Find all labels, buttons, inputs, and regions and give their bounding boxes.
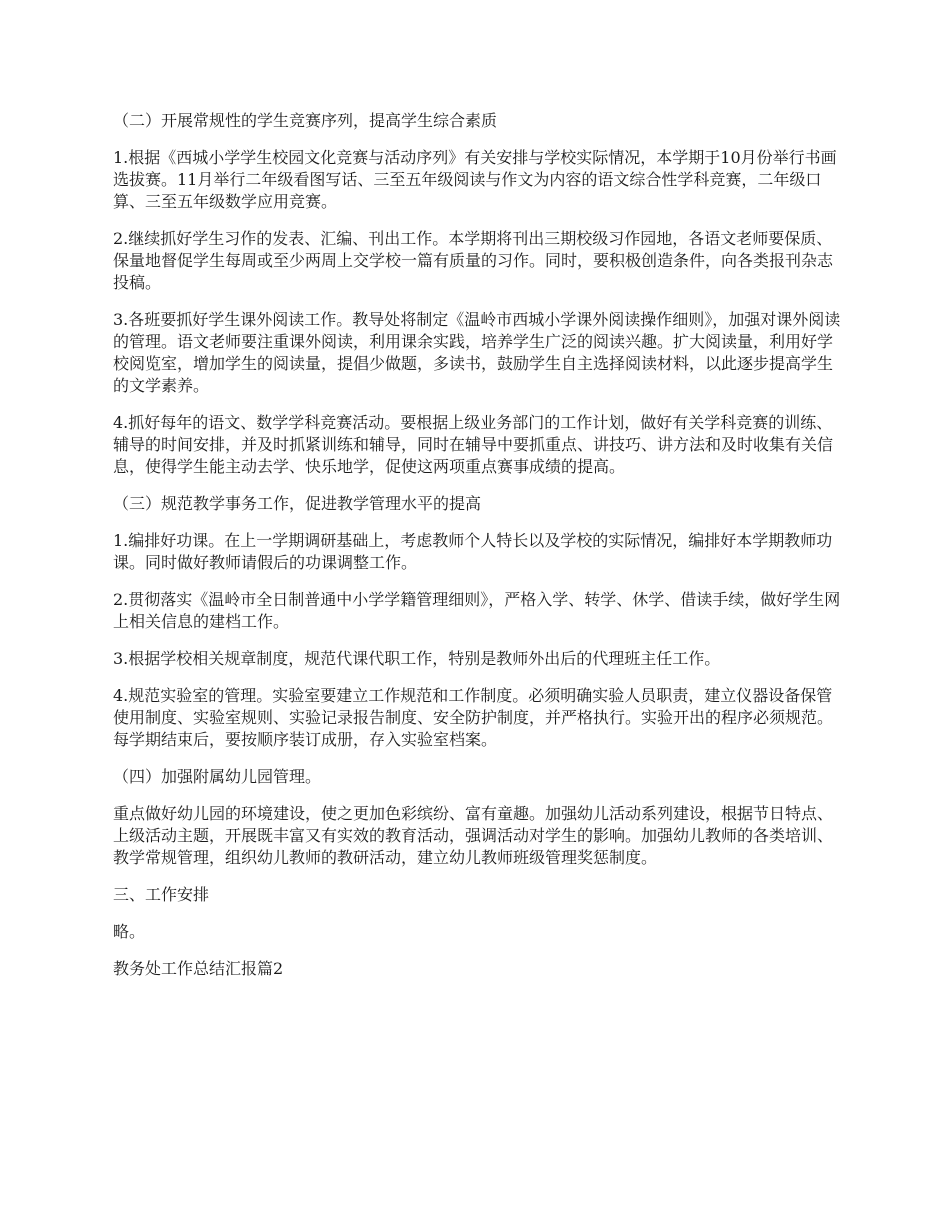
next-article-title: 教务处工作总结汇报篇2 [113,959,284,978]
paragraph-lab-management: 4.规范实验室的管理。实验室要建立工作规范和工作制度。必须明确实验人员职责，建立仪器设备保管使用制度、实验室规则、实验记录报告制度、安全防护制度，并严格执行。实验开出的程序必须规范。每学期结束后，要按顺序装订成册，存入实验室档案。 [113,686,834,749]
paragraph-competition-schedule: 1.根据《西城小学学生校园文化竞赛与活动序列》有关安排与学校实际情况，本学期于10月份举行书画选拔赛。11月举行二年级看图写话、三至五年级阅读与作文为内容的语文综合性学科竞赛，二年级口算、三至五年级数学应用竞赛。 [113,148,837,211]
paragraph-kindergarten-details: 重点做好幼儿园的环境建设，使之更加色彩缤纷、富有童趣。加强幼儿活动系列建设，根据节日特点、上级活动主题，开展既丰富又有实效的教育活动，强调活动对学生的影响。加强幼儿教师的各类培训、教学常规管理，组织幼儿教师的教研活动，建立幼儿教师班级管理奖惩制度。 [113,804,834,867]
section-heading-competitions: （二）开展常规性的学生竞赛序列，提高学生综合素质 [113,111,498,130]
paragraph-extracurricular-reading: 3.各班要抓好学生课外阅读工作。教导处将制定《温岭市西城小学课外阅读操作细则》，加强对课外阅读的管理。语文老师要注重课外阅读，利用课余实践，培养学生广泛的阅读兴趣。扩大阅读量，利用好学校阅览室，增加学生的阅读量，提倡少做题，多读书，鼓励学生自主选择阅读材料，以此逐步提高学生的文学素养。 [113,310,841,395]
section-heading-work-arrangement: 三、工作安排 [113,885,210,904]
paragraph-student-registry: 2.贯彻落实《温岭市全日制普通中小学学籍管理细则》，严格入学、转学、休学、借读手续，做好学生网上相关信息的建档工作。 [113,590,841,631]
paragraph-student-writing: 2.继续抓好学生习作的发表、汇编、刊出工作。本学期将刊出三期校级习作园地，各语文老师要保质、保量地督促学生每周或至少两周上交学校一篇有质量的习作。同时，要积极创造条件，向各类报刊杂志投稿。 [113,229,834,292]
paragraph-substitute-teaching: 3.根据学校相关规章制度，规范代课代职工作，特别是教师外出后的代理班主任工作。 [113,649,721,668]
section-heading-teaching-affairs: （三）规范教学事务工作，促进教学管理水平的提高 [113,494,482,513]
section-heading-kindergarten: （四）加强附属幼儿园管理。 [113,767,322,786]
paragraph-class-schedule: 1.编排好功课。在上一学期调研基础上，考虑教师个人特长以及学校的实际情况，编排好本学期教师功课。同时做好教师请假后的功课调整工作。 [113,531,833,572]
paragraph-omitted: 略。 [113,922,146,941]
paragraph-subject-competitions: 4.抓好每年的语文、数学学科竞赛活动。要根据上级业务部门的工作计划，做好有关学科竞赛的训练、辅导的时间安排，并及时抓紧训练和辅导，同时在辅导中要抓重点、讲技巧、讲方法和及时收集有关信息，使得学生能主动去学、快乐地学，促使这两项重点赛事成绩的提高。 [113,413,834,476]
document-body [113,110,843,995]
